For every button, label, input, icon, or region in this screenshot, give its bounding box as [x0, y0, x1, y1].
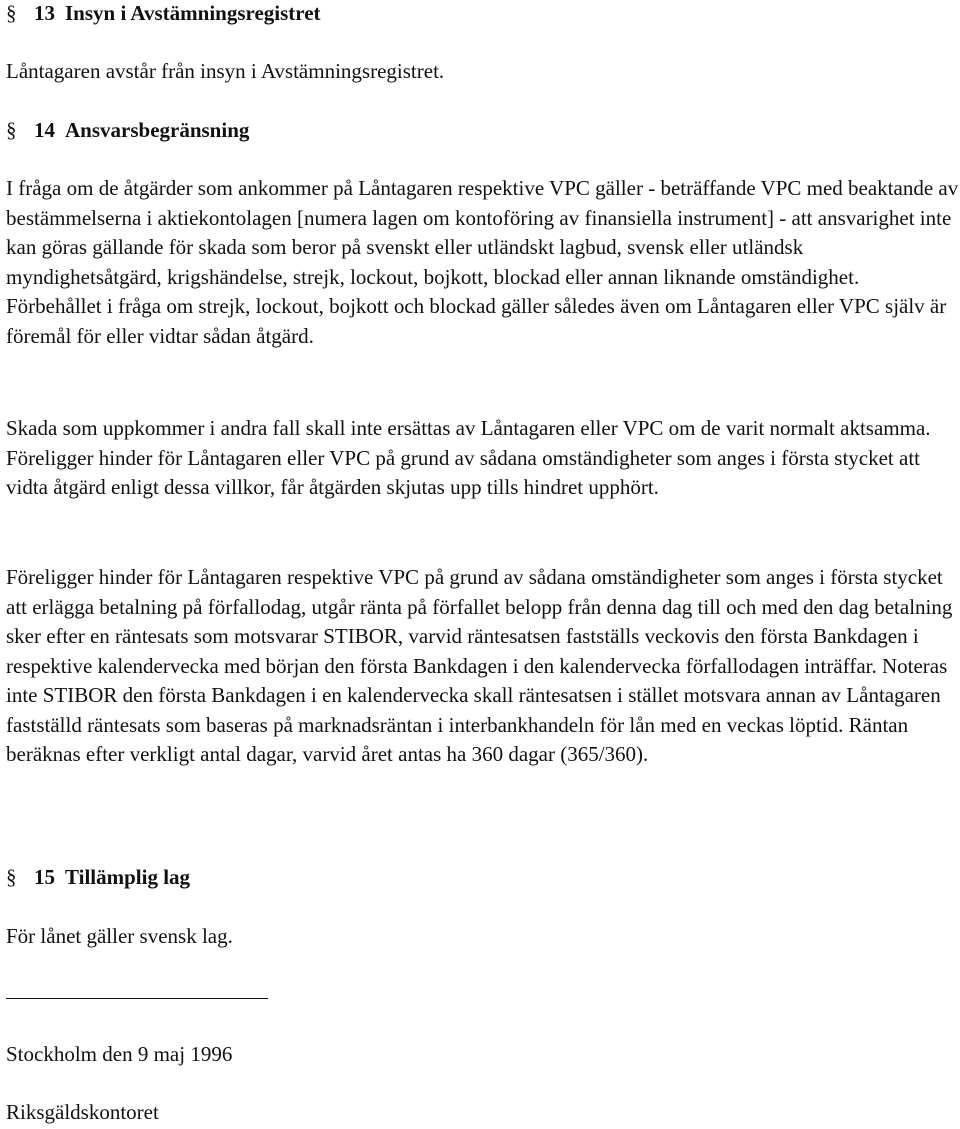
- section-number: 15: [34, 865, 55, 889]
- section-title: Tillämplig lag: [65, 865, 191, 889]
- signature-place-date: Stockholm den 9 maj 1996: [6, 1042, 233, 1066]
- section-heading-15: [6, 864, 190, 890]
- section-symbol: §: [6, 1, 17, 25]
- section-13-paragraph: Låntagaren avstår från insyn i Avstämningsregistret.: [6, 59, 445, 83]
- section-14-paragraph-2: Skada som uppkommer i andra fall skall inte ersättas av Låntagaren eller VPC om de varit normalt aktsamma. Föreligger hinder för Låntagaren eller VPC på grund av sådana omständigheter som anges i första stycket att vidta åtgärd enligt dessa villkor, får åtgärden skjutas upp tills hindret upphört.: [6, 416, 931, 499]
- signature-line: [6, 998, 268, 999]
- section-title: Ansvarsbegränsning: [65, 118, 250, 142]
- section-15-paragraph: För lånet gäller svensk lag.: [6, 924, 233, 948]
- section-14-paragraph-3: Föreligger hinder för Låntagaren respektive VPC på grund av sådana omständigheter som anges i första stycket att erlägga betalning på förfallodag, utgår ränta på förfallet belopp från denna dag till och med den dag betalning sker efter en räntesats som motsvarar STIBOR, varvid räntesatsen fastställs veckovis den första Bankdagen i respektive kalendervecka med början den första Bankdagen i den kalendervecka förfallodagen inträffar. Noteras inte STIBOR den första Bankdagen i en kalendervecka skall räntesatsen i stället motsvara annan av Låntagaren fastställd räntesats som baseras på marknadsräntan i interbankhandeln för lån med en veckas löptid. Räntan beräknas efter verkligt antal dagar, varvid året antas ha 360 dagar (365/360).: [6, 565, 953, 766]
- section-symbol: §: [6, 865, 17, 889]
- section-14-paragraph-1: I fråga om de åtgärder som ankommer på Låntagaren respektive VPC gäller - beträffande VPC med beaktande av bestämmelserna i aktiekontolagen [numera lagen om kontoföring av finansiella instrument] - att ansvarighet inte kan göras gällande för skada som beror på svenskt eller utländskt lagbud, svensk eller utländsk myndighetsåtgärd, krigshändelse, strejk, lockout, bojkott, blockad eller annan liknande omständighet. Förbehållet i fråga om strejk, lockout, bojkott och blockad gäller således även om Låntagaren eller VPC själv är föremål för eller vidtar sådan åtgärd.: [6, 176, 959, 348]
- section-heading-13: [6, 0, 321, 26]
- section-symbol: §: [6, 118, 17, 142]
- section-number: 13: [34, 1, 55, 25]
- section-number: 14: [34, 118, 55, 142]
- section-heading-14: [6, 117, 249, 143]
- signature-organization: Riksgäldskontoret: [6, 1100, 159, 1124]
- section-title: Insyn i Avstämningsregistret: [65, 1, 321, 25]
